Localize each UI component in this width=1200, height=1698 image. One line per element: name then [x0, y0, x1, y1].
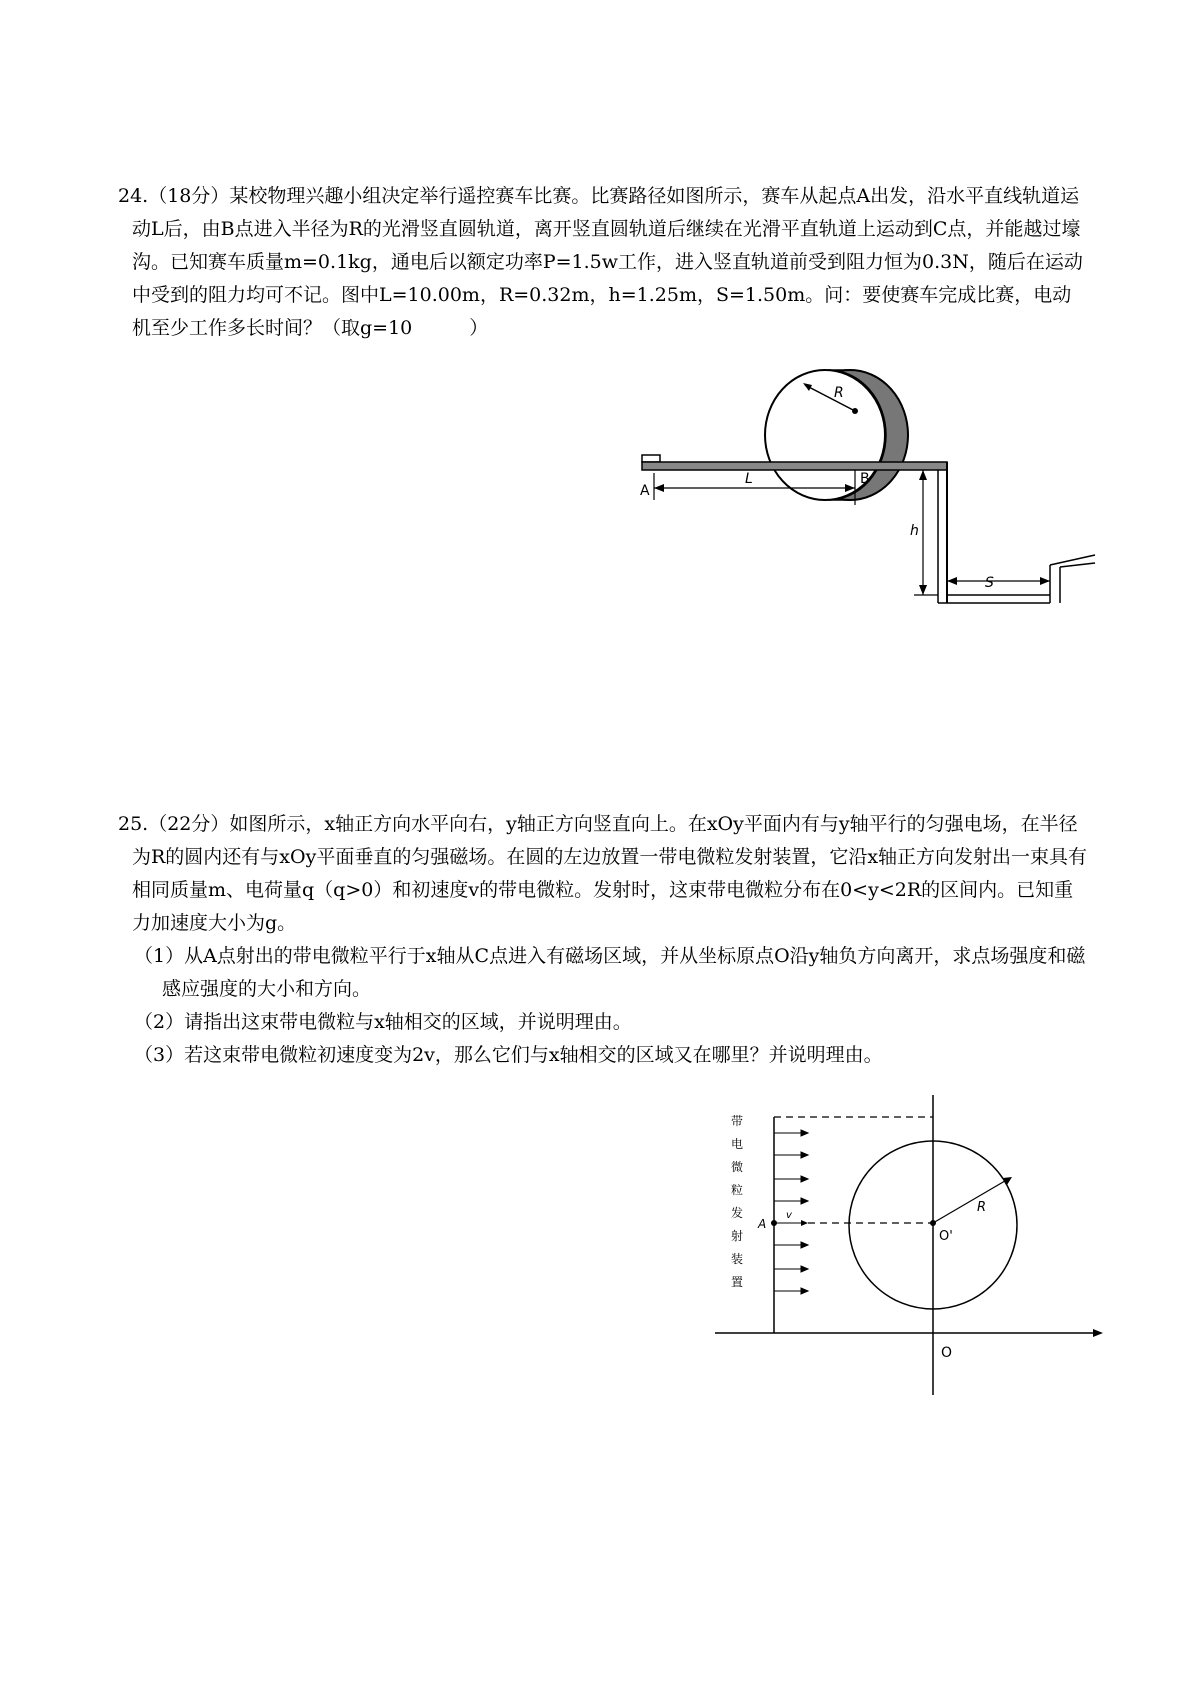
radius-line [933, 1178, 1010, 1223]
S-arrow-left [947, 577, 957, 585]
device-char-2: 电 [731, 1137, 744, 1151]
problem-25-figure [715, 1095, 1105, 1400]
label-h: h [910, 523, 919, 539]
far-bank-top-2 [1060, 563, 1095, 567]
problem-25-question-3: （3）若这束带电微粒初速度变为2v，那么它们与x轴相交的区域又在哪里？并说明理由。 [134, 1044, 883, 1066]
L-arrow-left [654, 484, 664, 492]
car-at-start [642, 455, 660, 462]
device-char-5: 发 [731, 1206, 744, 1220]
problem-24 [118, 180, 1090, 345]
device-char-1: 带 [731, 1114, 744, 1128]
problem-25 [118, 808, 1090, 1072]
label-O-prime: O' [939, 1229, 953, 1244]
label-R: R [834, 385, 844, 401]
magnetic-field-diagram [715, 1095, 1105, 1400]
label-R: R [977, 1200, 987, 1215]
problem-25-question-2: （2）请指出这束带电微粒与x轴相交的区域，并说明理由。 [134, 1011, 632, 1033]
problem-25-intro: 25.（22分）如图所示，x轴正方向水平向右，y轴正方向竖直向上。在xOy平面内有与y轴平行的匀强电场，在半径为R的圆内还有与xOy平面垂直的匀强磁场。在圆的左边放置一带电微粒发射装置，它沿x轴正方向发射出一束具有相同质量m、电荷量q（q>0）和初速度v的带电微粒。发射时，这束带电微粒分布在0<y<2R的区间内。已知重力加速度大小为g。 [118, 813, 1088, 934]
race-track-diagram [640, 355, 1100, 615]
label-S: S [985, 575, 994, 591]
label-L: L [745, 471, 753, 487]
S-arrow-right [1040, 577, 1050, 585]
label-A: A [640, 483, 650, 499]
problem-24-text: 24.（18分）某校物理兴趣小组决定举行遥控赛车比赛。比赛路径如图所示，赛车从起点A出发，沿水平直线轨道运动L后，由B点进入半径为R的光滑竖直圆轨道，离开竖直圆轨道后继续在光滑平直轨道上运动到C点，并能越过壕沟。已知赛车质量m=0.1kg，通电后以额定功率P=1.5w工作，进入竖直轨道前受到阻力恒为0.3N，随后在运动中受到的阻力均可不记。图中L=10.00m，R=0.32m，h=1.25m，S=1.50m。问：要使赛车完成比赛，电动机至少工作多长时间？（取g=10 ） [118, 185, 1083, 339]
h-arrow-top [919, 470, 927, 480]
h-arrow-bottom [919, 585, 927, 595]
A-velocity-arrowhead [801, 1220, 808, 1226]
label-v: v [786, 1210, 792, 1221]
device-char-3: 微 [731, 1160, 744, 1174]
problem-24-figure [640, 355, 1100, 615]
label-O: O [941, 1345, 953, 1361]
device-char-6: 射 [731, 1229, 744, 1243]
device-char-8: 置 [731, 1275, 744, 1289]
device-char-4: 粒 [731, 1183, 744, 1197]
problem-25-question-1: （1）从A点射出的带电微粒平行于x轴从C点进入有磁场区域，并从坐标原点O沿y轴负方向离开，求点场强度和磁感应强度的大小和方向。 [134, 945, 1086, 1000]
horizontal-track [642, 462, 947, 470]
x-axis-arrowhead [1093, 1329, 1103, 1337]
label-B: B [860, 471, 870, 487]
label-A: A [758, 1217, 767, 1231]
device-char-7: 装 [731, 1252, 744, 1266]
